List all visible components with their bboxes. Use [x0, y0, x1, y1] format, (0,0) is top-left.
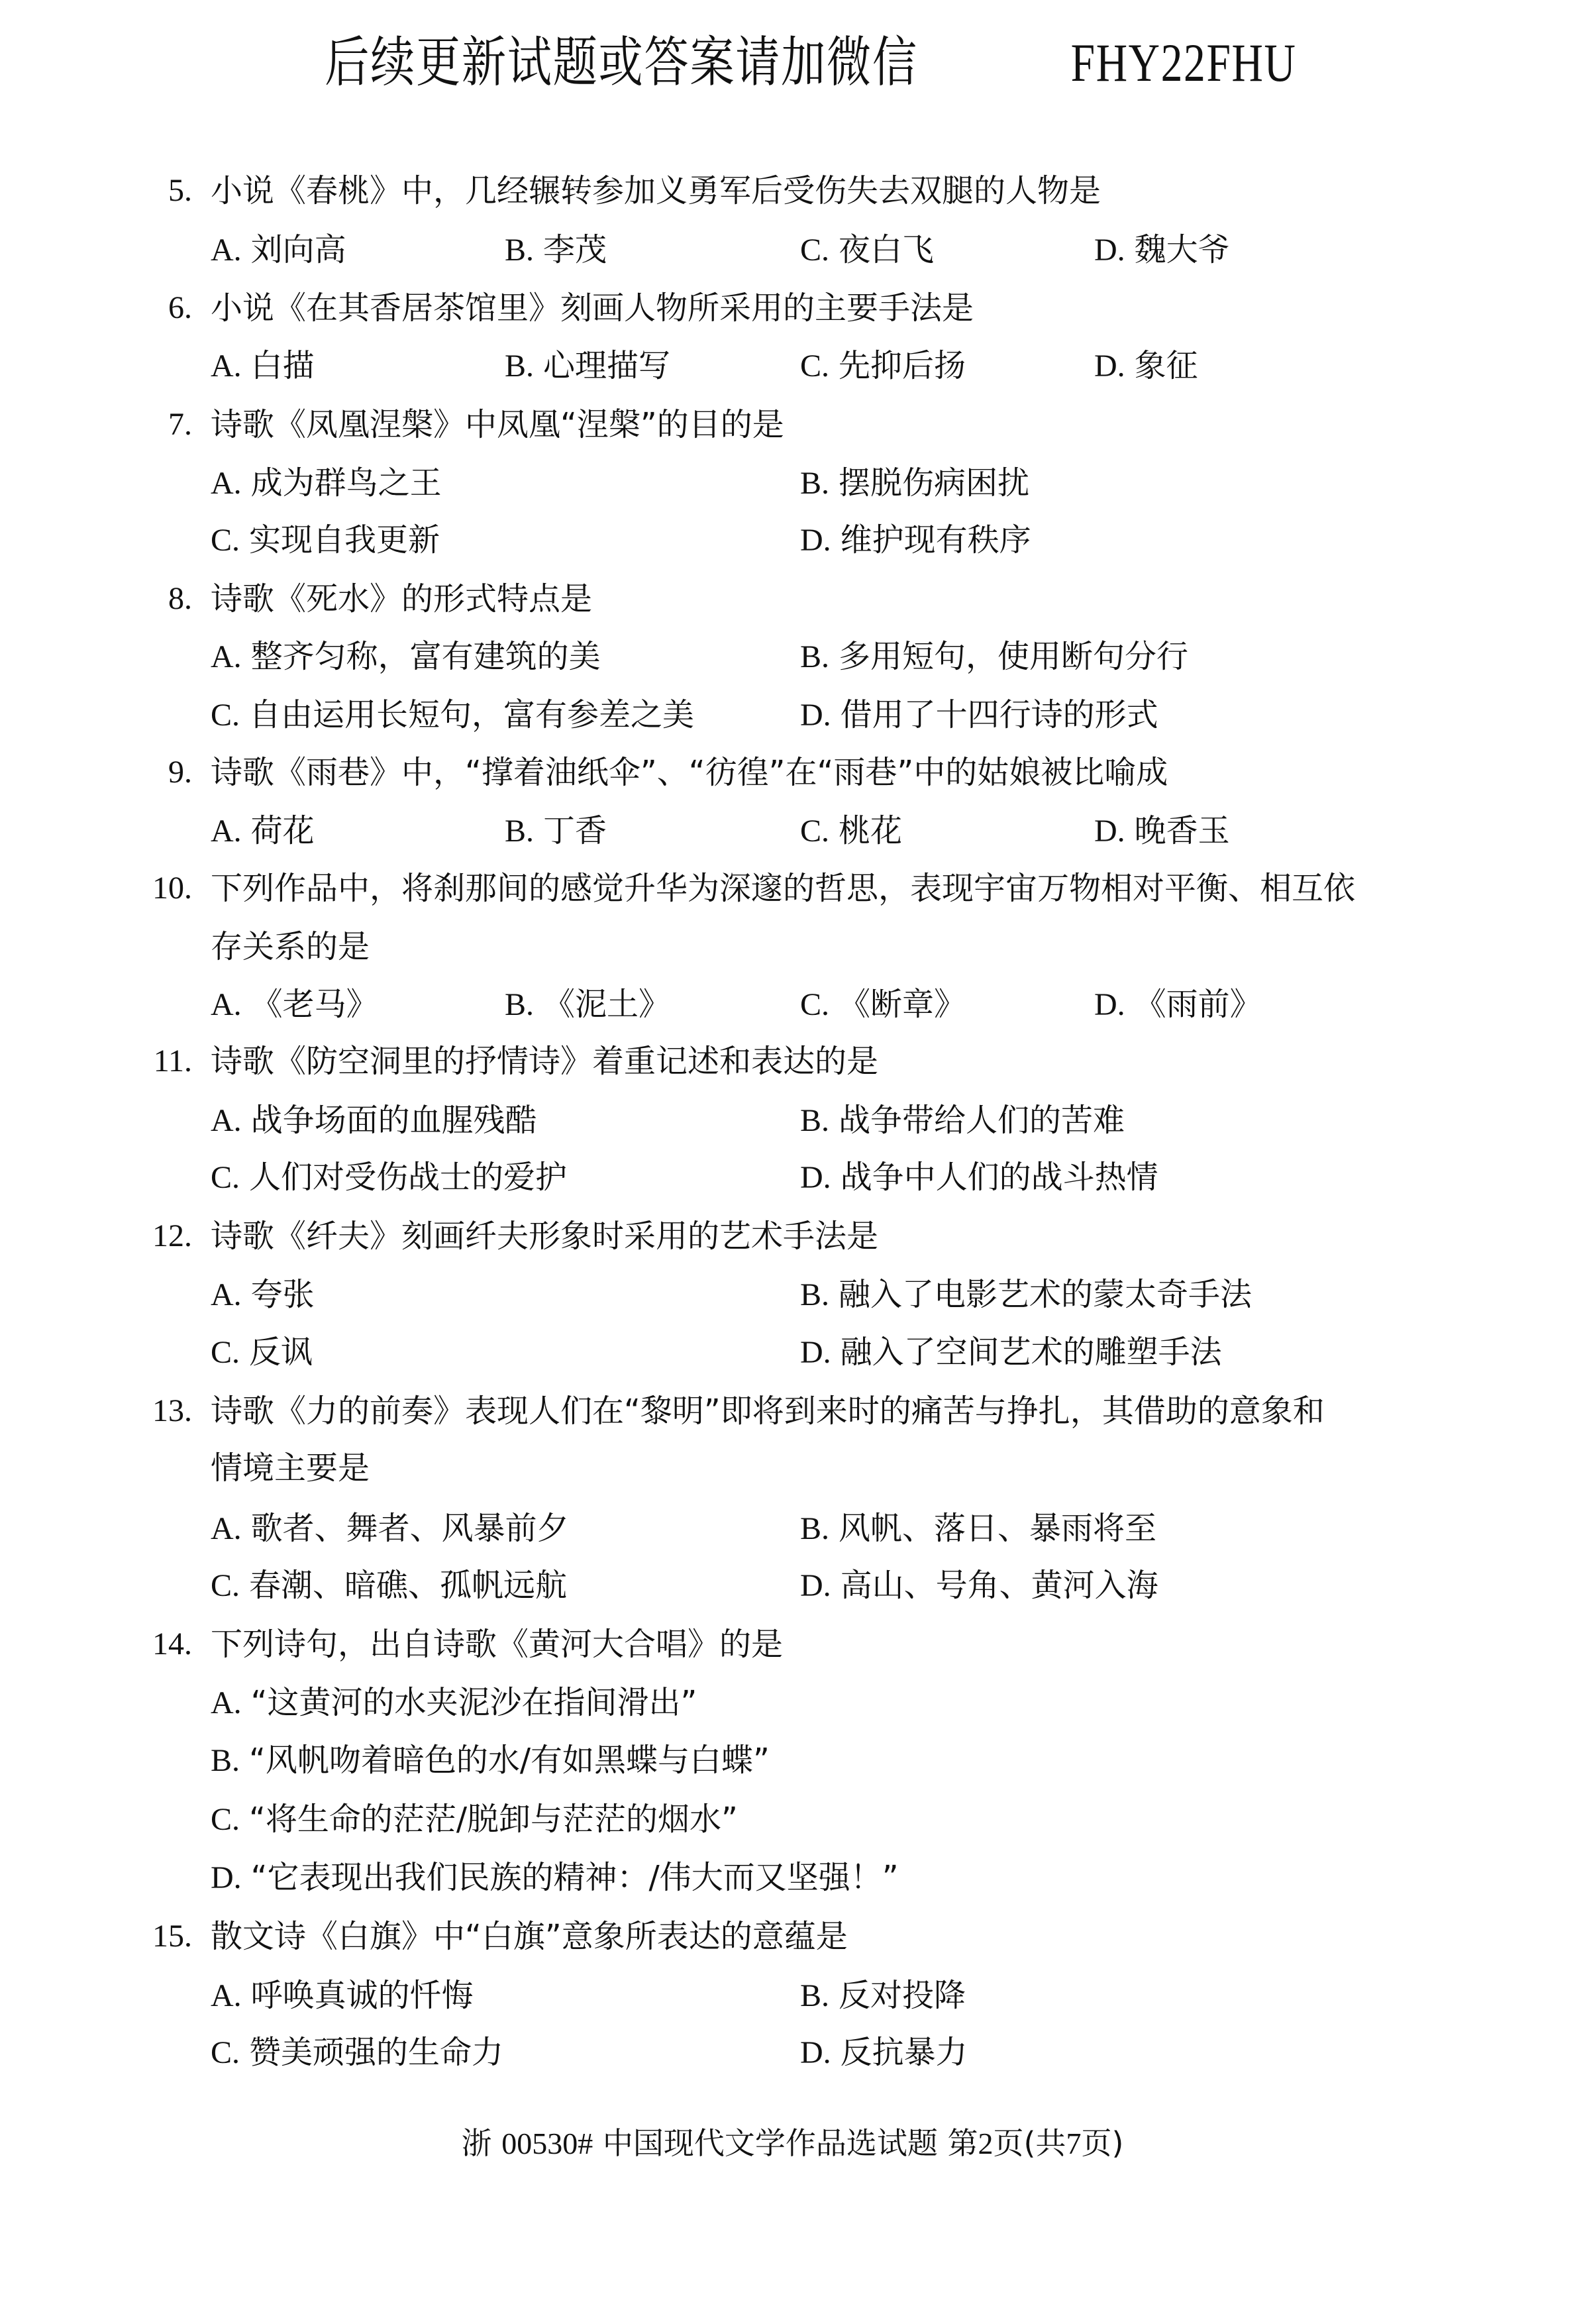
option-a[interactable]: [211, 1100, 537, 1141]
option-d[interactable]: [1094, 984, 1262, 1025]
question-stem: 诗歌《力的前奏》表现人们在“黎明”即将到来时的痛苦与挣扎，其借助的意象和: [211, 1393, 1325, 1430]
option-d[interactable]: [211, 1858, 899, 1898]
question-stem-line: [152, 1917, 848, 1956]
option-text: 先抑后扬: [839, 347, 966, 384]
question-stem: 诗歌《凤凰涅槃》中凤凰“涅槃”的目的是: [211, 406, 784, 443]
option-text: 《雨前》: [1134, 986, 1262, 1023]
option-label: A.: [211, 1511, 242, 1546]
option-c[interactable]: [211, 520, 440, 560]
option-b[interactable]: [505, 811, 607, 851]
option-a[interactable]: [211, 1508, 569, 1549]
option-c[interactable]: [211, 695, 694, 735]
option-b[interactable]: [211, 1740, 770, 1781]
question-number: 5.: [168, 173, 192, 208]
option-label: C.: [800, 233, 830, 268]
option-text: 呼唤真诚的忏悔: [250, 1977, 474, 2014]
option-text: 晚香玉: [1134, 812, 1230, 849]
option-label: A.: [211, 233, 242, 268]
option-a[interactable]: [211, 1683, 697, 1723]
question-stem: 散文诗《白旗》中“白旗”意象所表达的意蕴是: [211, 1918, 848, 1955]
option-a[interactable]: [211, 463, 442, 503]
wechat-id: FHY22FHU: [1071, 32, 1297, 93]
option-text: 成为群鸟之王: [250, 464, 442, 502]
option-label: A.: [211, 1277, 242, 1312]
option-b[interactable]: [800, 1508, 1156, 1549]
option-text: 实现自我更新: [249, 521, 440, 558]
option-c[interactable]: [211, 2033, 503, 2073]
question-stem: 小说《春桃》中，几经辗转参加义勇军后受伤失去双腿的人物是: [211, 172, 1101, 209]
footer-page-suffix: 页): [1081, 2125, 1124, 2161]
option-label: C.: [211, 523, 240, 558]
option-c[interactable]: [211, 1799, 738, 1840]
option-label: C.: [211, 698, 240, 733]
option-label: C.: [211, 1568, 240, 1603]
option-label: A.: [211, 348, 242, 384]
option-label: C.: [211, 1335, 240, 1370]
option-label: A.: [211, 1685, 242, 1720]
question-stem: 下列诗句，出自诗歌《黄河大合唱》的是: [211, 1626, 784, 1663]
question-number: 9.: [168, 755, 192, 790]
option-d[interactable]: [800, 695, 1158, 735]
question-stem-line: [168, 171, 1101, 211]
option-text: 象征: [1134, 347, 1198, 384]
question-stem: 诗歌《雨巷》中，“撑着油纸伞”、“彷徨”在“雨巷”中的姑娘被比喻成: [211, 754, 1168, 791]
option-text: 魏大爷: [1134, 231, 1230, 268]
option-text: 歌者、舞者、风暴前夕: [250, 1510, 569, 1547]
option-c[interactable]: [211, 1332, 313, 1373]
question-number: 13.: [152, 1393, 192, 1428]
option-text: “将生命的茫茫/脱卸与茫茫的烟水”: [249, 1801, 738, 1838]
footer-page-total: 7: [1066, 2127, 1082, 2160]
option-text: 夸张: [250, 1276, 315, 1313]
option-label: D.: [1094, 233, 1125, 268]
option-text: “这黄河的水夹泥沙在指间滑出”: [250, 1684, 697, 1721]
option-text: 战争带给人们的苦难: [839, 1102, 1125, 1139]
option-label: D.: [800, 1568, 831, 1603]
option-text: 刘向高: [250, 231, 346, 268]
question-stem-line: [168, 579, 593, 619]
option-label: D.: [800, 523, 831, 558]
option-label: B.: [800, 1978, 830, 2013]
option-a[interactable]: [211, 637, 601, 677]
option-text: “风帆吻着暗色的水/有如黑蝶与白蝶”: [249, 1742, 770, 1779]
question-number: 10.: [152, 871, 192, 906]
question-number: 11.: [153, 1043, 192, 1079]
question-number: 7.: [168, 407, 192, 442]
option-label: A.: [211, 814, 242, 849]
option-a[interactable]: [211, 230, 346, 270]
page-header: [0, 26, 1585, 99]
option-text: 心理描写: [543, 347, 671, 384]
option-a[interactable]: [211, 1275, 315, 1315]
option-d[interactable]: [800, 520, 1031, 560]
option-label: B.: [505, 987, 535, 1022]
option-text: 融入了空间艺术的雕塑手法: [840, 1334, 1222, 1371]
footer-page-prefix: 第: [947, 2125, 978, 2161]
question-stem-line: [152, 869, 1356, 908]
option-label: D.: [800, 1335, 831, 1370]
option-b[interactable]: [505, 230, 607, 270]
option-c[interactable]: [800, 984, 966, 1025]
option-label: B.: [800, 1103, 830, 1138]
option-text: 反抗暴力: [840, 2034, 968, 2071]
option-label: B.: [505, 348, 535, 384]
option-label: C.: [800, 987, 830, 1022]
option-text: 春潮、暗礁、孤帆远航: [249, 1567, 568, 1604]
option-d[interactable]: [800, 2033, 968, 2073]
question-number: 6.: [168, 290, 192, 325]
question-stem-line: [168, 753, 1168, 792]
option-text: 赞美顽强的生命力: [249, 2034, 504, 2071]
option-text: 白描: [250, 347, 315, 384]
footer-page-current: 2: [978, 2127, 994, 2160]
option-label: B.: [505, 814, 535, 849]
question-number: 12.: [152, 1218, 192, 1253]
option-text: 反对投降: [839, 1977, 966, 2014]
option-text: 反讽: [249, 1334, 313, 1371]
option-label: C.: [211, 1160, 240, 1195]
option-label: A.: [211, 639, 242, 674]
option-text: 战争中人们的战斗热情: [840, 1159, 1158, 1196]
option-text: 荷花: [250, 812, 315, 849]
option-label: B.: [211, 1743, 240, 1778]
option-text: 借用了十四行诗的形式: [840, 696, 1158, 733]
option-label: B.: [800, 1277, 830, 1312]
question-stem-line: [168, 288, 974, 328]
option-label: C.: [800, 814, 830, 849]
option-c[interactable]: [211, 1157, 567, 1198]
question-stem-line: [211, 927, 370, 967]
question-stem: 下列作品中，将刹那间的感觉升华为深邃的哲思，表现宇宙万物相对平衡、相互依: [211, 870, 1356, 907]
option-label: C.: [800, 348, 830, 384]
option-label: B.: [800, 639, 830, 674]
question-stem-line: [153, 1041, 879, 1081]
option-label: D.: [1094, 814, 1125, 849]
option-label: B.: [800, 1511, 830, 1546]
option-d[interactable]: [1094, 230, 1230, 270]
option-a[interactable]: [211, 984, 378, 1025]
option-text: 丁香: [543, 812, 607, 849]
header-notice: 后续更新试题或答案请加微信: [325, 31, 919, 94]
option-label: C.: [211, 2035, 240, 2070]
question-stem-line: [152, 1216, 879, 1256]
option-label: A.: [211, 466, 242, 501]
option-b[interactable]: [505, 984, 670, 1025]
option-label: A.: [211, 987, 242, 1022]
option-text: 夜白飞: [839, 231, 935, 268]
option-label: D.: [800, 698, 831, 733]
question-stem: 诗歌《死水》的形式特点是: [211, 580, 593, 617]
option-label: C.: [211, 1802, 240, 1837]
option-c[interactable]: [211, 1565, 567, 1606]
option-label: D.: [800, 1160, 831, 1195]
footer-exam-code: 00530#: [501, 2127, 593, 2160]
option-d[interactable]: [1094, 811, 1230, 851]
question-stem: 存关系的是: [211, 928, 370, 965]
question-number: 8.: [168, 581, 192, 616]
option-text: 整齐匀称，富有建筑的美: [250, 638, 601, 675]
question-stem-line: [152, 1391, 1325, 1431]
option-label: D.: [800, 2035, 831, 2070]
footer-exam-title: 中国现代文学作品选试题: [602, 2125, 938, 2161]
option-text: 桃花: [839, 812, 903, 849]
question-stem: 诗歌《纤夫》刻画纤夫形象时采用的艺术手法是: [211, 1218, 879, 1255]
question-stem: 诗歌《防空洞里的抒情诗》着重记述和表达的是: [211, 1043, 879, 1080]
question-stem: 小说《在其香居茶馆里》刻画人物所采用的主要手法是: [211, 290, 974, 327]
option-b[interactable]: [800, 1100, 1125, 1141]
footer-page-mid: 页(共: [993, 2125, 1066, 2161]
option-text: 《老马》: [250, 986, 378, 1023]
option-text: 摆脱伤病困扰: [839, 464, 1030, 502]
option-d[interactable]: [800, 1157, 1158, 1198]
option-text: 李茂: [543, 231, 607, 268]
option-text: 风帆、落日、暴雨将至: [839, 1510, 1157, 1547]
option-b[interactable]: [800, 1275, 1252, 1315]
option-b[interactable]: [800, 637, 1188, 677]
option-label: D.: [211, 1860, 242, 1895]
option-text: “它表现出我们民族的精神：/伟大而又坚强！”: [250, 1859, 899, 1896]
option-d[interactable]: [800, 1565, 1158, 1606]
page-footer: [0, 2123, 1585, 2164]
question-stem-line: [168, 405, 784, 445]
option-label: D.: [1094, 348, 1125, 384]
question-number: 15.: [152, 1919, 192, 1954]
option-d[interactable]: [800, 1332, 1222, 1373]
option-c[interactable]: [800, 230, 934, 270]
question-number: 14.: [152, 1626, 192, 1662]
option-b[interactable]: [800, 463, 1029, 503]
option-label: D.: [1094, 987, 1125, 1022]
option-label: B.: [800, 466, 830, 501]
option-b[interactable]: [505, 346, 670, 386]
option-label: A.: [211, 1978, 242, 2013]
option-text: 高山、号角、黄河入海: [840, 1567, 1158, 1604]
option-text: 维护现有秩序: [840, 521, 1031, 558]
option-a[interactable]: [211, 1976, 474, 2016]
question-stem-line: [211, 1448, 370, 1488]
option-a[interactable]: [211, 346, 315, 386]
option-text: 多用短句，使用断句分行: [839, 638, 1189, 675]
option-b[interactable]: [800, 1976, 966, 2016]
option-text: 《断章》: [839, 986, 966, 1023]
option-c[interactable]: [800, 346, 966, 386]
option-text: 自由运用长短句，富有参差之美: [249, 696, 695, 733]
option-text: 战争场面的血腥残酷: [250, 1102, 537, 1139]
option-text: 人们对受伤战士的爱护: [249, 1159, 568, 1196]
footer-province: 浙: [461, 2125, 492, 2161]
option-label: A.: [211, 1103, 242, 1138]
question-stem-line: [152, 1624, 784, 1664]
option-d[interactable]: [1094, 346, 1198, 386]
question-stem: 情境主要是: [211, 1450, 370, 1487]
option-label: B.: [505, 233, 535, 268]
option-text: 《泥土》: [543, 986, 671, 1023]
option-text: 融入了电影艺术的蒙太奇手法: [839, 1276, 1253, 1313]
option-a[interactable]: [211, 811, 315, 851]
option-c[interactable]: [800, 811, 902, 851]
